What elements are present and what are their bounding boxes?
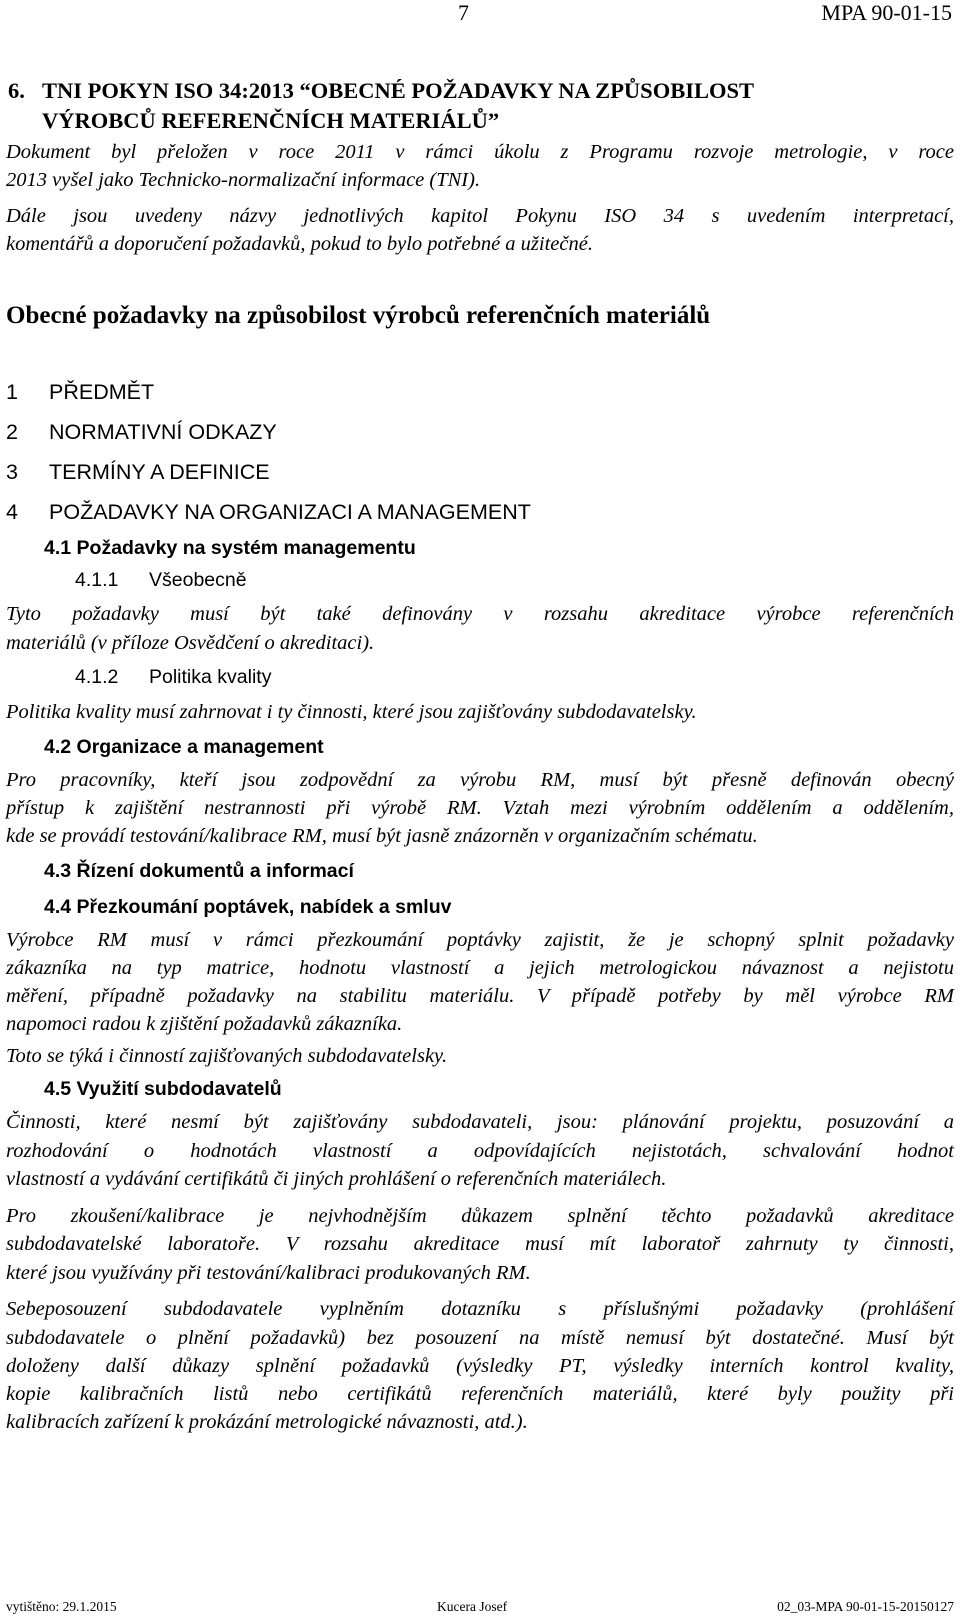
section-title-line1: TNI POKYN ISO 34:2013 “OBECNÉ POŽADAVKY NA ZPŮSOBILOST — [42, 78, 754, 103]
subsection-number: 4.1.1 — [75, 569, 119, 591]
s45-p3-line5: kalibracích zařízení k prokázání metrologické návaznosti, atd.). — [6, 1411, 528, 1433]
document-code: MPA 90-01-15 — [821, 0, 952, 25]
s42-line1: Pro pracovníky, kteří jsou zodpovědní za výrobu RM, musí být přesně definován obecný — [6, 769, 954, 791]
s45-p2-line1: Pro zkoušení/kalibrace je nejvhodnějším důkazem splnění těchto požadavků akreditace — [6, 1205, 954, 1227]
s45-p2-line3: které jsou využívány při testování/kalibraci produkovaných RM. — [6, 1262, 531, 1284]
subsection-4-4-title: 4.4 Přezkoumání poptávek, nabídek a smluv — [44, 896, 452, 918]
toc-number: 1 — [6, 380, 18, 404]
s44-line1: Výrobce RM musí v rámci přezkoumání poptávky zajistit, že je schopný splnit požadavky — [6, 929, 954, 951]
subsection-title: Všeobecně — [149, 569, 247, 591]
s45-p3-line2: subdodavatele o plnění požadavků) bez posouzení na místě nemusí být dostatečné. Musí být — [6, 1327, 954, 1349]
toc-item-3 — [6, 460, 270, 485]
intro-p1-line2: 2013 vyšel jako Technicko-normalizační informace (TNI). — [6, 169, 481, 191]
toc-label: POŽADAVKY NA ORGANIZACI A MANAGEMENT — [49, 500, 531, 524]
s44-line2: zákazníka na typ matrice, hodnotu vlastností a jejich metrologickou návaznost a nejistotu — [6, 957, 954, 979]
s44-line3: měření, případně požadavky na stabilitu materiálu. V případě potřeby by měl výrobce RM — [6, 985, 954, 1007]
s44-line4: napomoci radou k zjištění požadavků zákazníka. — [6, 1013, 403, 1035]
main-title: Obecné požadavky na způsobilost výrobců referenčních materiálů — [6, 302, 711, 329]
s411-line2: materiálů (v příloze Osvědčení o akreditaci). — [6, 632, 375, 654]
toc-number: 2 — [6, 420, 18, 444]
s42-line2: přístup k zajištění nestrannosti při výrobě RM. Vztah mezi výrobním oddělením a oddělením, — [6, 797, 954, 819]
toc-label: TERMÍNY A DEFINICE — [49, 460, 270, 484]
s45-p1-line2: rozhodování o hodnotách vlastností a odpovídajících nejistotách, schvalování hodnot — [6, 1140, 954, 1162]
toc-item-1 — [6, 380, 154, 405]
s45-p2-line2: subdodavatelské laboratoře. V rozsahu akreditace musí mít laboratoř zahrnuty ty činnosti, — [6, 1233, 954, 1255]
subsection-4-1-2-heading — [75, 666, 271, 689]
intro-p1-line1: Dokument byl přeložen v roce 2011 v rámci úkolu z Programu rozvoje metrologie, v roce — [6, 141, 954, 163]
subsection-number: 4.1.2 — [75, 666, 119, 688]
s45-p1-line1: Činnosti, které nesmí být zajišťovány subdodavateli, jsou: plánování projektu, posuzování a — [6, 1111, 954, 1133]
footer-author: Kucera Josef — [437, 1599, 508, 1614]
subsection-4-1-1-heading — [75, 569, 247, 592]
s45-p3-line4: kopie kalibračních listů nebo certifikátů referenčních materiálů, které byly použity při — [6, 1383, 954, 1405]
toc-number: 4 — [6, 500, 18, 524]
s411-line1: Tyto požadavky musí být také definovány v rozsahu akreditace výrobce referenčních — [6, 603, 954, 625]
intro-p2-line2: komentářů a doporučení požadavků, pokud to bylo potřebné a užitečné. — [6, 233, 593, 255]
s45-p3-line3: doloženy další důkazy splnění požadavků (výsledky PT, výsledky interních kontrol kvality, — [6, 1355, 954, 1377]
toc-item-2 — [6, 420, 277, 445]
subsection-4-5-title: 4.5 Využití subdodavatelů — [44, 1078, 282, 1100]
toc-label: NORMATIVNÍ ODKAZY — [49, 420, 277, 444]
page-number: 7 — [458, 0, 469, 25]
s412-line1: Politika kvality musí zahrnovat i ty činnosti, které jsou zajišťovány subdodavatelsky. — [6, 701, 697, 723]
section-heading-line1 — [8, 78, 754, 104]
subsection-4-2-title: 4.2 Organizace a management — [44, 736, 324, 758]
s45-p3-line1: Sebeposouzení subdodavatele vyplněním dotazníku s příslušnými požadavky (prohlášení — [6, 1298, 954, 1320]
section-title-line2: VÝROBCŮ REFERENČNÍCH MATERIÁLŮ” — [42, 108, 500, 133]
toc-number: 3 — [6, 460, 18, 484]
footer-printed-date: vytištěno: 29.1.2015 — [6, 1599, 117, 1614]
footer-file-name: 02_03-MPA 90-01-15-20150127 — [777, 1599, 954, 1614]
intro-p2-line1: Dále jsou uvedeny názvy jednotlivých kapitol Pokynu ISO 34 s uvedením interpretací, — [6, 205, 954, 227]
toc-item-4 — [6, 500, 531, 525]
s45-p1-line3: vlastností a vydávání certifikátů či jiných prohlášení o referenčních materiálech. — [6, 1168, 667, 1190]
subsection-4-1-title: 4.1 Požadavky na systém managementu — [44, 537, 416, 559]
subsection-4-3-title: 4.3 Řízení dokumentů a informací — [44, 860, 354, 882]
s42-line3: kde se provádí testování/kalibrace RM, musí být jasně znázorněn v organizačním schématu. — [6, 825, 758, 847]
s44-line5: Toto se týká i činností zajišťovaných subdodavatelsky. — [6, 1045, 448, 1067]
section-number: 6. — [8, 78, 25, 103]
subsection-title: Politika kvality — [149, 666, 272, 688]
toc-label: PŘEDMĚT — [49, 380, 155, 404]
